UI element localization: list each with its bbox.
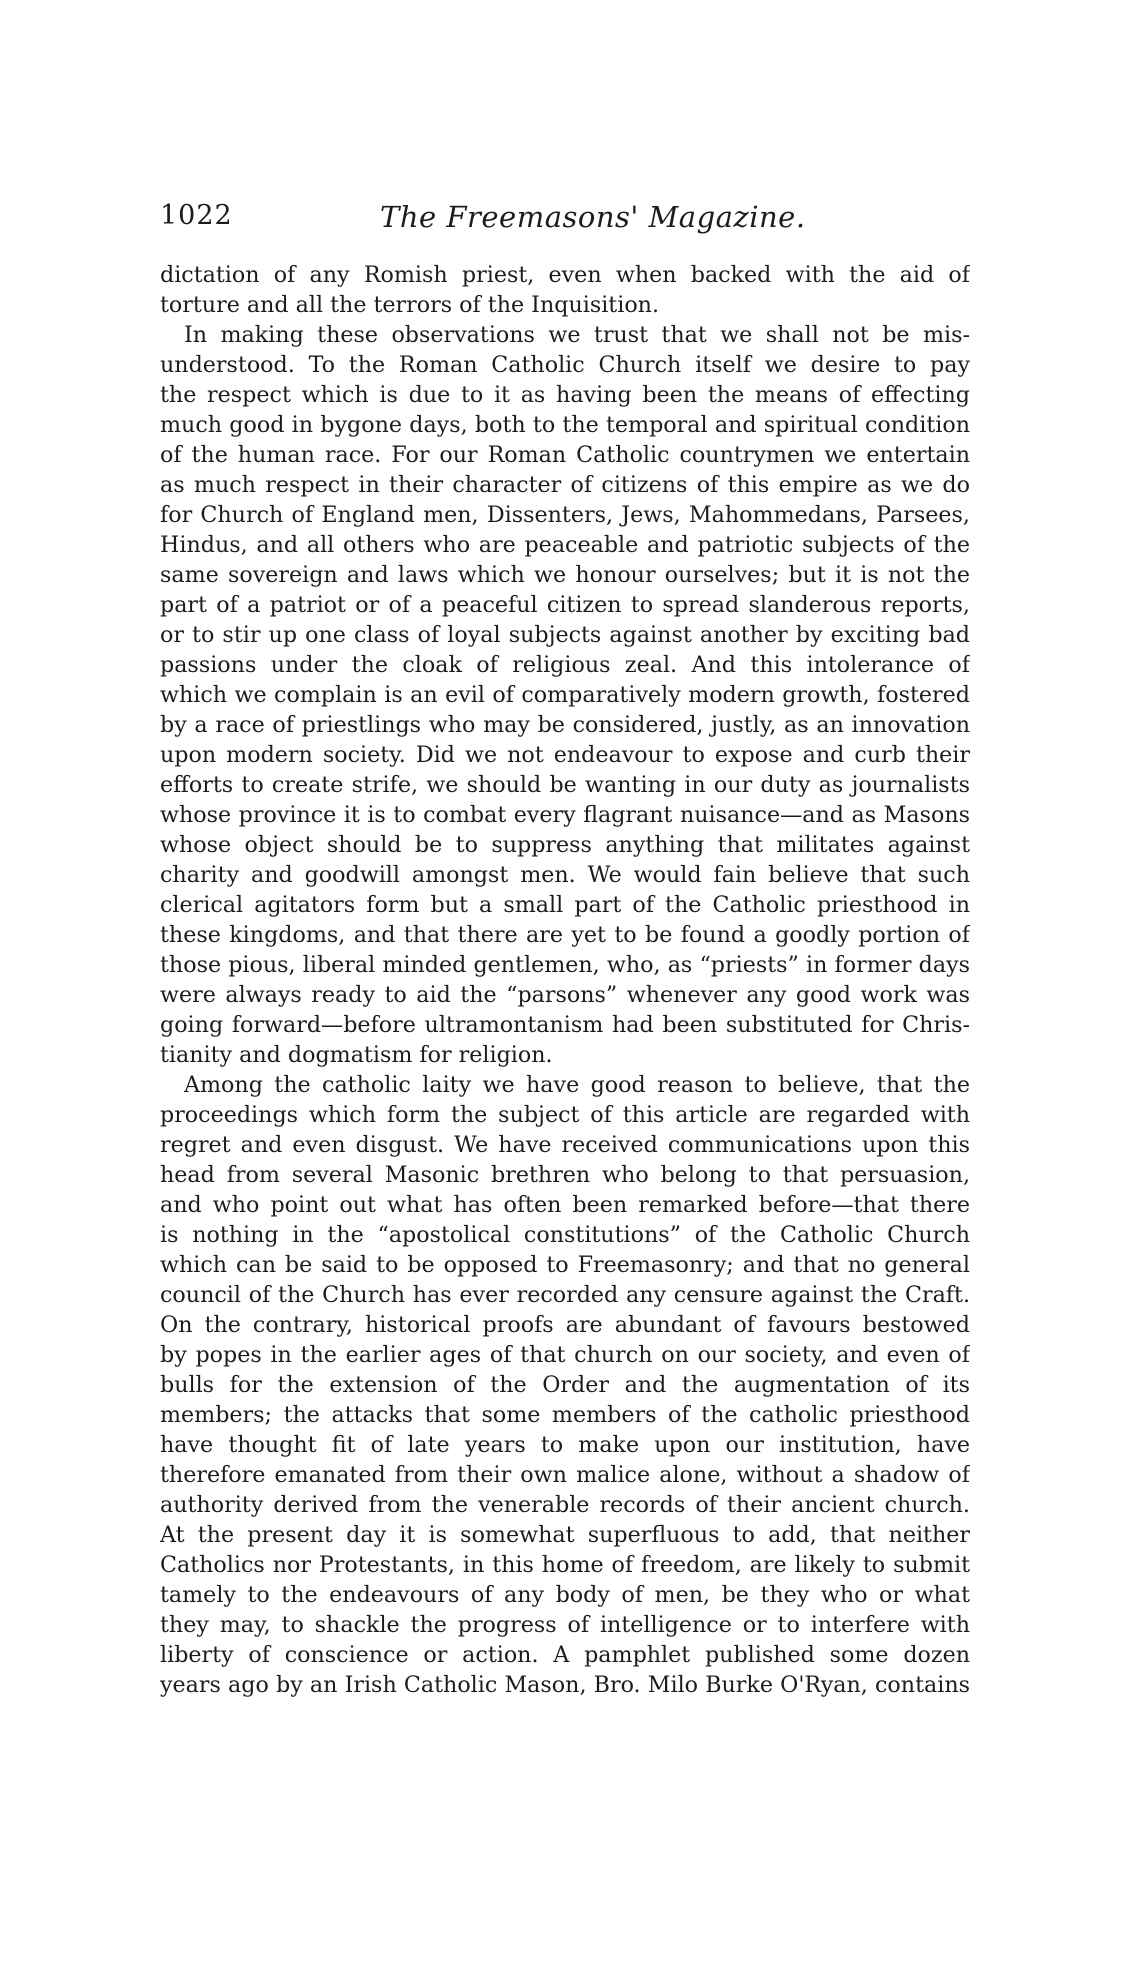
running-title: The Freemasons' Magazine. (380, 200, 806, 234)
text-line: regret and even disgust. We have received communications upon this (160, 1132, 970, 1158)
text-line: therefore emanated from their own malice alone, without a shadow of (160, 1462, 970, 1488)
text-line: upon modern society. Did we not endeavour to expose and curb their (160, 742, 970, 768)
text-line: they may, to shackle the progress of intelligence or to interfere with (160, 1612, 970, 1638)
text-line: were always ready to aid the “parsons” whenever any good work was (160, 982, 970, 1008)
text-line: tianity and dogmatism for religion. (160, 1042, 553, 1068)
paragraph (160, 320, 970, 1070)
paragraph (160, 1070, 970, 1700)
text-line: whose province it is to combat every flagrant nuisance—and as Masons (160, 802, 970, 828)
text-line: proceedings which form the subject of this article are regarded with (160, 1102, 970, 1128)
text-line: which can be said to be opposed to Freemasonry; and that no general (160, 1252, 970, 1278)
text-line: dictation of any Romish priest, even when backed with the aid of (160, 262, 970, 288)
text-line: authority derived from the venerable records of their ancient church. (160, 1492, 970, 1518)
text-line: of the human race. For our Roman Catholic countrymen we entertain (160, 442, 970, 468)
text-line: council of the Church has ever recorded any censure against the Craft. (160, 1282, 970, 1308)
text-line: part of a patriot or of a peaceful citizen to spread slanderous reports, (160, 592, 970, 618)
paragraph (160, 260, 970, 320)
text-line: by popes in the earlier ages of that church on our society, and even of (160, 1342, 970, 1368)
text-line: by a race of priestlings who may be considered, justly, as an innovation (160, 712, 970, 738)
text-line: is nothing in the “apostolical constitutions” of the Catholic Church (160, 1222, 970, 1248)
text-line: years ago by an Irish Catholic Mason, Bro. Milo Burke O'Ryan, contains (160, 1672, 970, 1698)
text-line: On the contrary, historical proofs are abundant of favours bestowed (160, 1312, 970, 1338)
text-line: same sovereign and laws which we honour ourselves; but it is not the (160, 562, 970, 588)
text-line: understood. To the Roman Catholic Church itself we desire to pay (160, 352, 970, 378)
text-line: going forward—before ultramontanism had been substituted for Chris- (160, 1012, 970, 1038)
text-line: head from several Masonic brethren who belong to that persuasion, (160, 1162, 970, 1188)
text-line: whose object should be to suppress anything that militates against (160, 832, 970, 858)
text-line: clerical agitators form but a small part of the Catholic priesthood in (160, 892, 970, 918)
article-body (160, 260, 970, 1700)
text-line: torture and all the terrors of the Inquisition. (160, 292, 660, 318)
text-line: tamely to the endeavours of any body of men, be they who or what (160, 1582, 970, 1608)
text-line: Hindus, and all others who are peaceable and patriotic subjects of the (160, 532, 970, 558)
text-line: as much respect in their character of citizens of this empire as we do (160, 472, 970, 498)
text-line: charity and goodwill amongst men. We would fain believe that such (160, 862, 970, 888)
text-line: liberty of conscience or action. A pamphlet published some dozen (160, 1642, 970, 1668)
text-line: which we complain is an evil of comparatively modern growth, fostered (160, 682, 970, 708)
text-line: efforts to create strife, we should be wanting in our duty as journalists (160, 772, 970, 798)
text-line: In making these observations we trust that we shall not be mis- (184, 322, 970, 348)
page-header (160, 200, 970, 240)
text-line: At the present day it is somewhat superfluous to add, that neither (160, 1522, 970, 1548)
text-line: for Church of England men, Dissenters, Jews, Mahommedans, Parsees, (160, 502, 970, 528)
text-line: or to stir up one class of loyal subjects against another by exciting bad (160, 622, 970, 648)
text-line: those pious, liberal minded gentlemen, who, as “priests” in former days (160, 952, 970, 978)
text-line: these kingdoms, and that there are yet to be found a goodly portion of (160, 922, 970, 948)
text-line: have thought fit of late years to make upon our institution, have (160, 1432, 970, 1458)
text-line: much good in bygone days, both to the temporal and spiritual condition (160, 412, 970, 438)
text-line: bulls for the extension of the Order and the augmentation of its (160, 1372, 970, 1398)
text-line: the respect which is due to it as having been the means of effecting (160, 382, 970, 408)
text-line: and who point out what has often been remarked before—that there (160, 1192, 970, 1218)
text-line: Catholics nor Protestants, in this home of freedom, are likely to submit (160, 1552, 970, 1578)
page-number: 1022 (160, 200, 233, 231)
text-line: passions under the cloak of religious zeal. And this intolerance of (160, 652, 970, 678)
text-line: Among the catholic laity we have good reason to believe, that the (184, 1072, 970, 1098)
text-line: members; the attacks that some members of the catholic priesthood (160, 1402, 970, 1428)
